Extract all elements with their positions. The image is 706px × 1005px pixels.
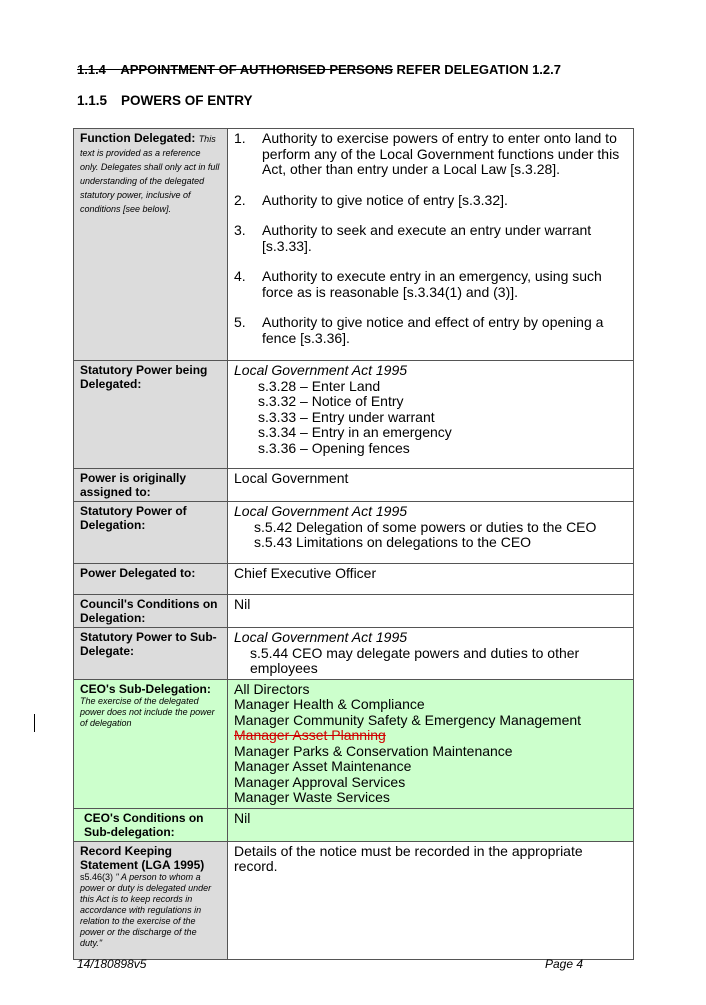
row-ceo-sub-delegation: CEO's Sub-Delegation: The exercise of the delegated power does not include the power of delegation All Directors Manager Health & Compliance Manager Community Safety & Emergency Management Manager Asset Planning Manager Parks & Conservation Maintenance Manager Asset Maintenance Manager Approval Services Manager Waste Services — [74, 679, 634, 808]
delegated-to-value: Chief Executive Officer — [228, 564, 634, 595]
row-sub-delegate: Statutory Power to Sub-Delegate: Local Government Act 1995 s.5.44 CEO may delegate powers and duties to other employees — [74, 628, 634, 680]
row-statutory-delegation: Statutory Power of Delegation: Local Government Act 1995 s.5.42 Delegation of some powers or duties to the CEO s.5.43 Limitations on delegations to the CEO — [74, 502, 634, 564]
council-conditions-value: Nil — [228, 595, 634, 628]
record-ref: s5.46(3) — [80, 871, 114, 882]
text-cursor — [34, 714, 35, 732]
record-label: Record Keeping Statement (LGA 1995) — [80, 843, 205, 872]
list-item: 5. Authority to give notice and effect of entry by opening a fence [s.3.36]. — [234, 314, 604, 346]
list-item: 2. Authority to give notice of entry [s.3.32]. — [234, 191, 508, 208]
list-item: 4. Authority to execute entry in an emergency, using such force as is reasonable [s.3.34(1) and (3)]. — [234, 268, 602, 300]
function-label: Function Delegated: — [80, 131, 196, 145]
row-delegated-to — [74, 564, 634, 595]
record-value: Details of the notice must be recorded in the appropriate record. — [228, 841, 634, 959]
delegation-table — [73, 128, 634, 960]
heading-1-1-4 — [77, 62, 561, 77]
row-power-assigned — [74, 469, 634, 502]
list-item: 1. Authority to exercise powers of entry to enter onto land to perform any of the Local Government functions under this Act, other than entry under a Local Law [s.3.28]. — [234, 130, 620, 177]
power-assigned-value: Local Government — [228, 469, 634, 502]
statutory-delegation-label: Statutory Power of Delegation: — [74, 502, 228, 564]
authority-list — [234, 131, 627, 346]
ceo-sub-note: The exercise of the delegated power does not include the power of delegation — [80, 695, 215, 728]
ceo-sub-label: CEO's Sub-Delegation: — [80, 681, 211, 696]
act-name: Local Government Act 1995 — [234, 362, 408, 378]
struck-entry: Manager Asset Planning — [234, 727, 386, 743]
row-function — [74, 129, 634, 361]
heading-rest: REFER DELEGATION 1.2.7 — [392, 62, 561, 77]
statutory-power-label: Statutory Power being Delegated: — [74, 361, 228, 469]
row-record-keeping — [74, 841, 634, 959]
sub-delegate-label: Statutory Power to Sub-Delegate: — [74, 628, 228, 680]
doc-reference: 14/180898v5 — [77, 957, 147, 971]
list-item: 3. Authority to seek and execute an entry under warrant [s.3.33]. — [234, 222, 592, 254]
function-note: This text is provided as a reference only. Delegates shall only act in full understanding of the delegated statutory power, inclusive of conditions [see below]. — [80, 134, 220, 214]
row-ceo-conditions — [74, 808, 634, 841]
page-number: Page 4 — [545, 957, 584, 971]
delegated-to-label: Power Delegated to: — [74, 564, 228, 595]
row-council-conditions — [74, 595, 634, 628]
ceo-conditions-label: CEO's Conditions on Sub-delegation: — [74, 808, 228, 841]
heading-1-1-5: 1.1.5 POWERS OF ENTRY — [77, 93, 253, 108]
council-conditions-label: Council's Conditions on Delegation: — [74, 595, 228, 628]
heading-struck: 1.1.4 APPOINTMENT OF AUTHORISED PERSONS — [77, 62, 393, 77]
ceo-conditions-value: Nil — [228, 808, 634, 841]
power-assigned-label: Power is originally assigned to: — [74, 469, 228, 502]
row-statutory-power: Statutory Power being Delegated: Local Government Act 1995 s.3.28 – Enter Land s.3.32 – Notice of Entry s.3.33 – Entry under warrant s.3.34 – Entry in an emergency s.3.36 – Opening fences — [74, 361, 634, 469]
record-quote: " A person to whom a power or duty is delegated under this Act is to keep records in accordance with regulations in relation to the exercise of the power or the discharge of the duty." — [80, 871, 212, 948]
section-title: POWERS OF ENTRY — [121, 93, 253, 108]
